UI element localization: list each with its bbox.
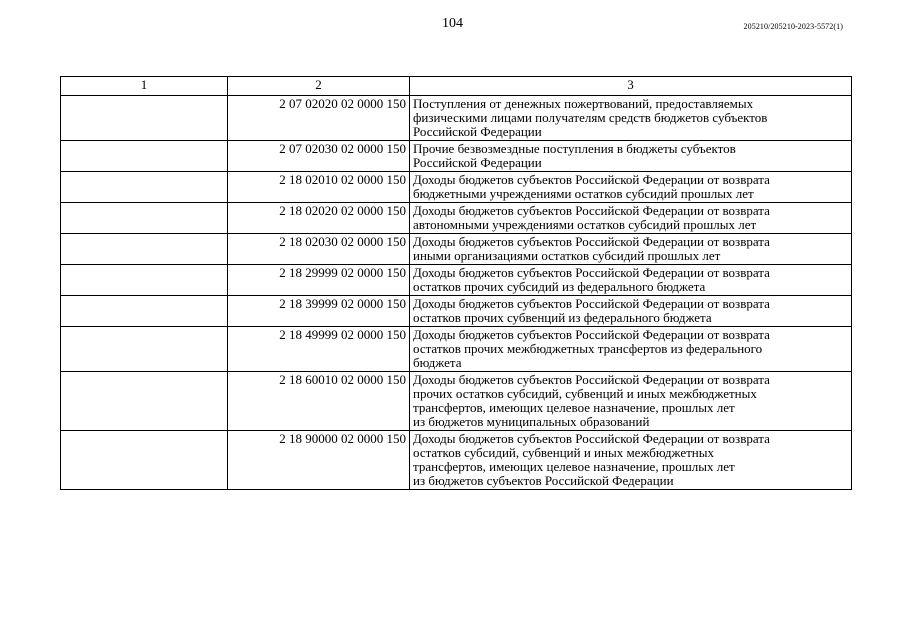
description-line: автономными учреждениями остатков субсидий прошлых лет: [413, 217, 757, 232]
description-line: бюджета: [413, 355, 462, 370]
table-row: [61, 327, 852, 372]
description-line: Доходы бюджетов субъектов Российской Федерации от возврата: [413, 172, 770, 187]
column-header-2: 2: [228, 77, 410, 96]
description-line: Доходы бюджетов субъектов Российской Федерации от возврата: [413, 372, 770, 387]
table-row: [61, 296, 852, 327]
cell-col1: [61, 203, 228, 234]
cell-col1: [61, 372, 228, 431]
description-line: Доходы бюджетов субъектов Российской Федерации от возврата: [413, 203, 770, 218]
column-header-3: 3: [410, 77, 852, 96]
description-line: остатков прочих межбюджетных трансфертов из федерального: [413, 341, 763, 356]
cell-col1: [61, 172, 228, 203]
table-row: [61, 172, 852, 203]
budget-code-cell: 2 18 02030 02 0000 150: [228, 234, 410, 265]
description-line: из бюджетов субъектов Российской Федерации: [413, 473, 674, 488]
table-header-row: [61, 77, 852, 96]
budget-code-cell: 2 18 02010 02 0000 150: [228, 172, 410, 203]
description-line: Доходы бюджетов субъектов Российской Федерации от возврата: [413, 296, 770, 311]
table-row: [61, 203, 852, 234]
table-row: [61, 265, 852, 296]
description-cell: [410, 431, 852, 490]
description-line: трансфертов, имеющих целевое назначение, прошлых лет: [413, 459, 735, 474]
description-cell: [410, 234, 852, 265]
budget-classification-table: [60, 76, 852, 490]
description-line: Доходы бюджетов субъектов Российской Федерации от возврата: [413, 234, 770, 249]
description-line: из бюджетов муниципальных образований: [413, 414, 650, 429]
description-line: остатков прочих субсидий из федерального бюджета: [413, 279, 706, 294]
table-row: [61, 141, 852, 172]
description-line: Доходы бюджетов субъектов Российской Федерации от возврата: [413, 327, 770, 342]
description-line: бюджетными учреждениями остатков субсидий прошлых лет: [413, 186, 754, 201]
description-cell: [410, 141, 852, 172]
description-line: Российской Федерации: [413, 155, 542, 170]
budget-code-cell: 2 18 39999 02 0000 150: [228, 296, 410, 327]
cell-col1: [61, 265, 228, 296]
document-id: 205210/205210-2023-5572(1): [743, 22, 843, 31]
budget-code-cell: 2 18 60010 02 0000 150: [228, 372, 410, 431]
budget-code-cell: 2 18 49999 02 0000 150: [228, 327, 410, 372]
description-line: Прочие безвозмездные поступления в бюджеты субъектов: [413, 141, 736, 156]
description-line: Доходы бюджетов субъектов Российской Федерации от возврата: [413, 431, 770, 446]
description-cell: [410, 265, 852, 296]
cell-col1: [61, 327, 228, 372]
description-cell: [410, 203, 852, 234]
description-line: иными организациями остатков субсидий прошлых лет: [413, 248, 721, 263]
description-line: Российской Федерации: [413, 124, 542, 139]
column-header-1: 1: [61, 77, 228, 96]
table-row: [61, 431, 852, 490]
budget-code-cell: 2 18 90000 02 0000 150: [228, 431, 410, 490]
table-row: [61, 96, 852, 141]
description-line: трансфертов, имеющих целевое назначение, прошлых лет: [413, 400, 735, 415]
cell-col1: [61, 234, 228, 265]
table-row: [61, 372, 852, 431]
cell-col1: [61, 96, 228, 141]
table-body: [61, 96, 852, 490]
cell-col1: [61, 141, 228, 172]
cell-col1: [61, 296, 228, 327]
description-line: остатков субсидий, субвенций и иных межбюджетных: [413, 445, 714, 460]
page-number: 104: [442, 16, 463, 31]
budget-code-cell: 2 18 02020 02 0000 150: [228, 203, 410, 234]
description-cell: [410, 296, 852, 327]
table-row: [61, 234, 852, 265]
description-cell: [410, 372, 852, 431]
budget-code-cell: 2 18 29999 02 0000 150: [228, 265, 410, 296]
cell-col1: [61, 431, 228, 490]
description-cell: [410, 96, 852, 141]
description-line: физическими лицами получателям средств бюджетов субъектов: [413, 110, 768, 125]
description-line: прочих остатков субсидий, субвенций и иных межбюджетных: [413, 386, 757, 401]
description-line: Поступления от денежных пожертвований, предоставляемых: [413, 96, 754, 111]
budget-code-cell: 2 07 02030 02 0000 150: [228, 141, 410, 172]
description-cell: [410, 327, 852, 372]
budget-code-cell: 2 07 02020 02 0000 150: [228, 96, 410, 141]
description-line: остатков прочих субвенций из федерального бюджета: [413, 310, 712, 325]
description-cell: [410, 172, 852, 203]
description-line: Доходы бюджетов субъектов Российской Федерации от возврата: [413, 265, 770, 280]
